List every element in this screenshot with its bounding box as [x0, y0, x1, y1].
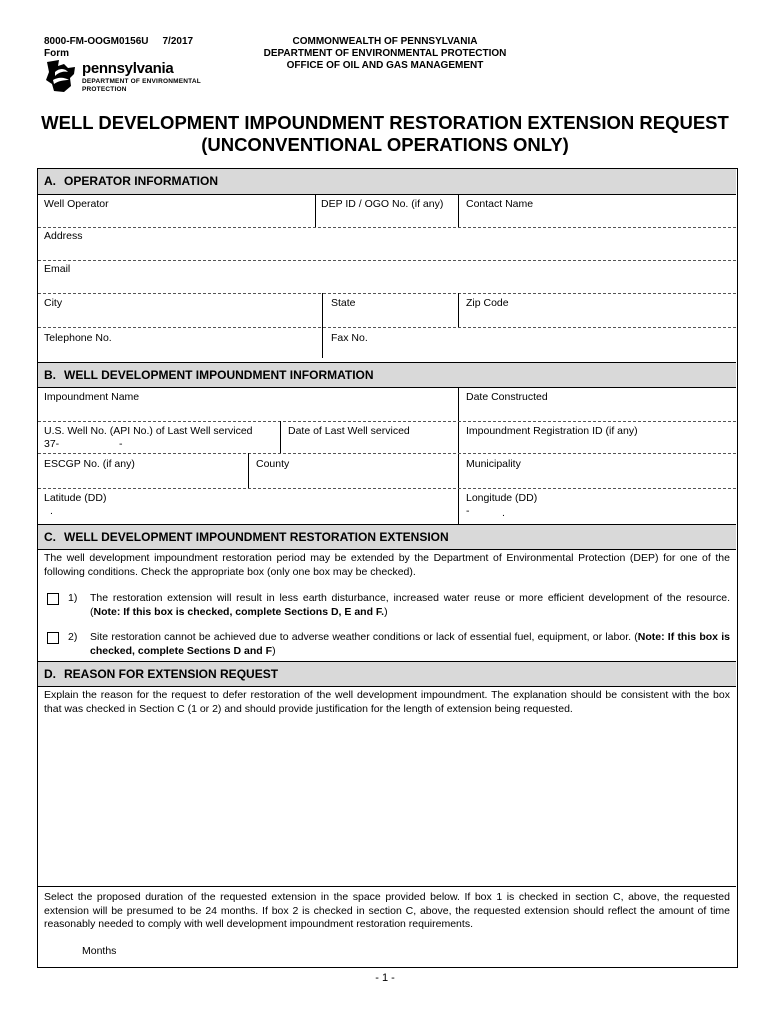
agency-line1: COMMONWEALTH OF PENNSYLVANIA	[292, 36, 478, 47]
municipality-field[interactable]: Municipality	[466, 458, 521, 470]
escgp-field[interactable]: ESCGP No. (if any)	[44, 458, 135, 470]
section-a-title: OPERATOR INFORMATION	[64, 174, 218, 188]
section-c-intro: The well development impoundment restoration period may be extended by the Department of Environmental Protection (DEP) for one of the following conditions. Check the appropriate box (only one box may be checked).	[44, 552, 730, 578]
reason-textarea[interactable]	[38, 717, 736, 885]
section-a-header	[38, 169, 736, 195]
section-a-letter: A.	[44, 174, 56, 188]
page-title	[20, 112, 750, 156]
row-line	[38, 260, 736, 261]
agency-line3: OFFICE OF OIL AND GAS MANAGEMENT	[286, 60, 484, 71]
page-number: - 1 -	[375, 972, 395, 984]
fax-field[interactable]: Fax No.	[331, 332, 368, 344]
divider	[280, 421, 281, 453]
option-2-end: )	[272, 644, 276, 657]
divider	[458, 293, 459, 327]
row-line	[38, 293, 736, 294]
well-operator-field[interactable]: Well Operator	[44, 198, 109, 210]
logo-sub-line2: PROTECTION	[82, 86, 127, 93]
title-line1: WELL DEVELOPMENT IMPOUNDMENT RESTORATION EXTENSION REQUEST	[41, 112, 729, 133]
option-2-note: Note: If this box is checked, complete Sections D and F	[90, 631, 730, 657]
option-1-note: Note: If this box is checked, complete Sections D, E and F.	[93, 605, 385, 618]
section-c-header	[38, 524, 736, 550]
section-b-letter: B.	[44, 368, 56, 382]
section-d-letter: D.	[44, 667, 56, 681]
keystone-logo-icon	[44, 58, 78, 94]
section-b-header	[38, 362, 736, 388]
zip-field[interactable]: Zip Code	[466, 297, 509, 309]
telephone-field[interactable]: Telephone No.	[44, 332, 112, 344]
pa-dep-logo	[44, 58, 204, 96]
divider	[322, 293, 323, 358]
form-body	[37, 168, 738, 968]
section-c-title: WELL DEVELOPMENT IMPOUNDMENT RESTORATION EXTENSION	[64, 530, 449, 544]
state-field[interactable]: State	[331, 297, 356, 309]
address-field[interactable]: Address	[44, 230, 83, 242]
email-field[interactable]: Email	[44, 263, 71, 275]
divider	[458, 388, 459, 524]
logo-sub-line1: DEPARTMENT OF ENVIRONMENTAL	[82, 78, 201, 85]
duration-instructions: Select the proposed duration of the requested extension in the space provided below. If box 1 is checked in section C, above, the requested extension will be presumed to be 24 months. If box 2 is checked in section C, above, the requested extension should reflect the amount of time reasonably needed to comply with well development impoundment restoration requirements.	[44, 891, 730, 930]
date-constructed-field[interactable]: Date Constructed	[466, 391, 548, 403]
divider	[458, 195, 459, 227]
option-2-checkbox[interactable]	[47, 632, 59, 644]
date-last-well-field[interactable]: Date of Last Well serviced	[288, 425, 410, 437]
row-line	[38, 227, 736, 228]
row-line	[38, 453, 736, 454]
section-d-header	[38, 661, 736, 687]
contact-name-field[interactable]: Contact Name	[466, 198, 534, 210]
form-label: Form	[44, 48, 69, 59]
divider	[248, 453, 249, 488]
option-1-body: The restoration extension will result in less earth disturbance, increased water reuse or more efficient development of the resource. (	[90, 592, 730, 618]
longitude-dash: -	[466, 505, 470, 517]
section-b-title: WELL DEVELOPMENT IMPOUNDMENT INFORMATION	[64, 368, 374, 382]
well-no-field[interactable]: U.S. Well No. (API No.) of Last Well serviced	[44, 425, 253, 437]
longitude-field[interactable]: Longitude (DD)	[466, 492, 538, 504]
row-line	[38, 421, 736, 422]
section-d-title: REASON FOR EXTENSION REQUEST	[64, 667, 279, 681]
row-line	[38, 886, 736, 887]
form-id-block	[44, 36, 193, 60]
title-line2: (UNCONVENTIONAL OPERATIONS ONLY)	[201, 134, 569, 155]
option-2-number: 2)	[68, 631, 78, 643]
option-2-body: Site restoration cannot be achieved due to adverse weather conditions or lack of essential fuel, equipment, or labor. (	[90, 631, 638, 643]
option-1-text	[90, 592, 730, 619]
row-line	[38, 327, 736, 328]
row-line	[38, 488, 736, 489]
option-1-end: )	[384, 605, 388, 618]
section-c-letter: C.	[44, 530, 56, 544]
option-1-checkbox[interactable]	[47, 593, 59, 605]
registration-id-field[interactable]: Impoundment Registration ID (if any)	[466, 425, 638, 437]
option-1	[44, 592, 730, 620]
section-d-explain: Explain the reason for the request to defer restoration of the well development impoundment. The explanation should be consistent with the box that was checked in Section C (1 or 2) and should provide justification for the length of extension being requested.	[44, 689, 730, 715]
logo-subtitle	[82, 78, 201, 94]
well-no-dash: -	[119, 438, 123, 450]
latitude-dot: .	[50, 505, 53, 517]
months-field[interactable]: Months	[82, 945, 117, 957]
option-1-number: 1)	[68, 592, 78, 604]
form-date: 7/2017	[162, 36, 194, 47]
agency-line2: DEPARTMENT OF ENVIRONMENTAL PROTECTION	[263, 48, 507, 59]
option-2	[44, 631, 730, 659]
logo-wordmark: pennsylvania	[82, 60, 174, 77]
longitude-dot: .	[502, 507, 505, 519]
well-no-prefix: 37-	[44, 438, 60, 450]
form-id: 8000-FM-OOGM0156U	[44, 36, 149, 47]
option-2-text	[90, 631, 730, 658]
county-field[interactable]: County	[256, 458, 290, 470]
dep-id-field[interactable]: DEP ID / OGO No. (if any)	[321, 198, 444, 210]
impoundment-name-field[interactable]: Impoundment Name	[44, 391, 140, 403]
latitude-field[interactable]: Latitude (DD)	[44, 492, 107, 504]
city-field[interactable]: City	[44, 297, 63, 309]
agency-header	[220, 36, 550, 72]
